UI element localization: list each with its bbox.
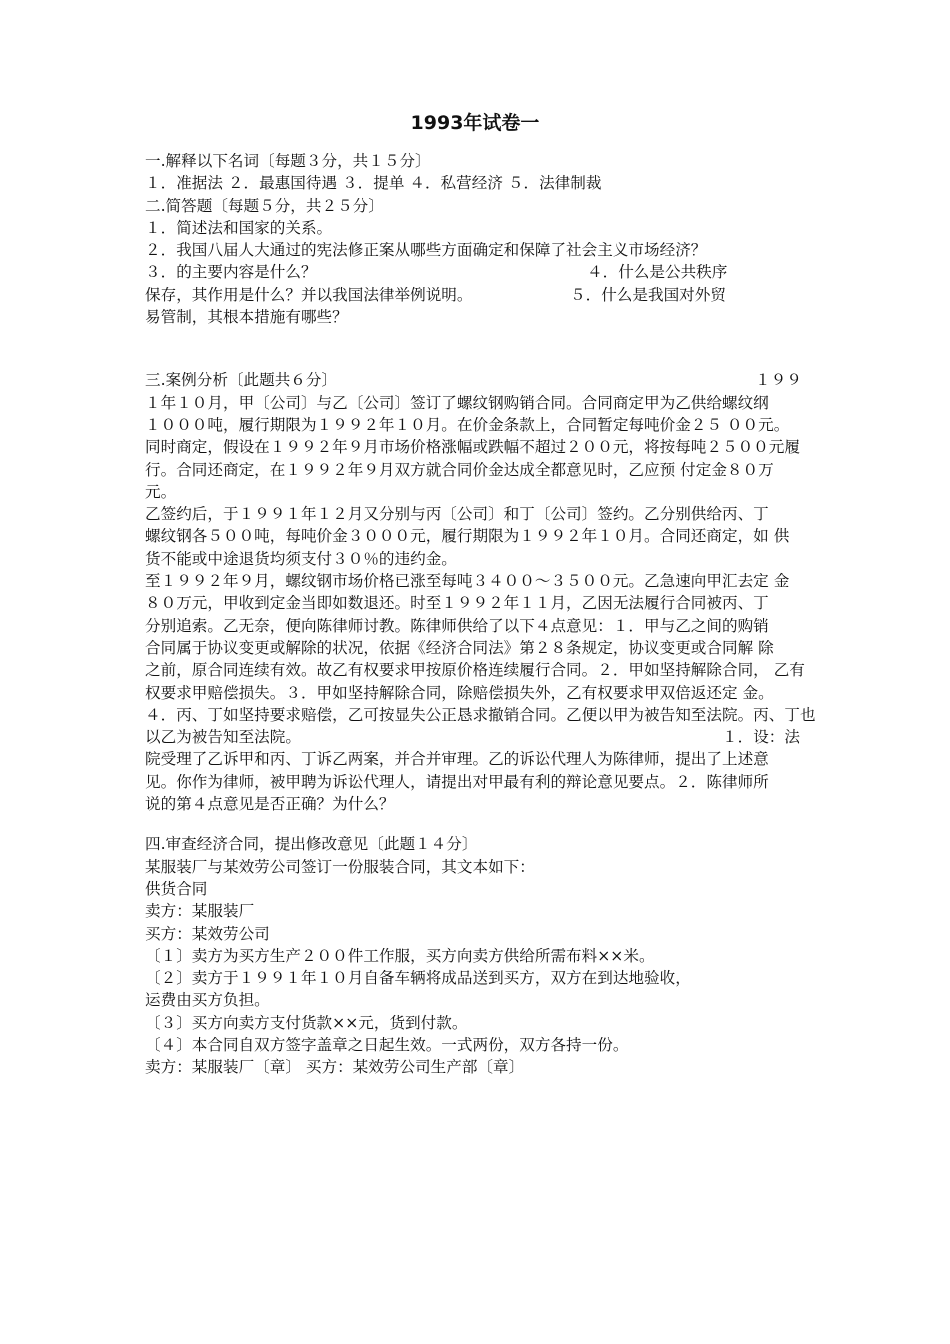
text-line-left: 权要求甲赔偿损失。３．甲如坚持解除合同，除赔偿损失外，乙有权要求甲双倍返还定 金。 xyxy=(145,683,774,702)
text-line-left: 〔４〕本合同自双方签字盖章之日起生效。一式两份，双方各持一份。 xyxy=(145,1035,629,1054)
text-line xyxy=(145,414,817,436)
text-line-left: 以乙为被告知至法院。 xyxy=(145,728,301,747)
text-line-left: 供货合同 xyxy=(145,879,208,898)
document-body xyxy=(145,150,817,1079)
text-line xyxy=(145,481,817,503)
text-line xyxy=(145,615,817,637)
text-line xyxy=(145,525,817,547)
text-line xyxy=(145,704,817,726)
text-line-left: ３．的主要内容是什么？ xyxy=(145,263,317,282)
text-line xyxy=(145,793,817,815)
spacer xyxy=(145,815,817,833)
text-line xyxy=(145,878,817,900)
text-line xyxy=(145,726,817,748)
text-line-left: 元。 xyxy=(145,482,177,501)
text-line xyxy=(145,150,817,172)
text-line xyxy=(145,967,817,989)
text-line-left: 保存，其作用是什么？并以我国法律举例说明。 xyxy=(145,285,473,304)
text-line xyxy=(145,239,817,261)
text-line-left: １年１０月，甲〔公司〕与乙〔公司〕签订了螺纹钢购销合同。合同商定甲为乙供给螺纹纲 xyxy=(145,393,769,412)
text-line-left: 某服装厂与某效劳公司签订一份服装合同，其文本如下： xyxy=(145,857,535,876)
text-line-left: 院受理了乙诉甲和丙、丁诉乙两案，并合并审理。乙的诉讼代理人为陈律师，提出了上述意 xyxy=(145,750,769,769)
text-line-left: 卖方：某服装厂〔章〕 买方：某效劳公司生产部〔章〕 xyxy=(145,1058,525,1077)
text-line xyxy=(145,856,817,878)
text-line xyxy=(145,771,817,793)
text-line-left: 三.案例分析〔此题共６分〕 xyxy=(145,371,338,390)
text-line xyxy=(145,306,817,328)
section-1 xyxy=(145,150,817,328)
section-3 xyxy=(145,833,817,1078)
text-line xyxy=(145,459,817,481)
text-line-left: 货不能或中途退货均须支付３０％的违约金。 xyxy=(145,549,457,568)
text-line-left: 分别追索。乙无奈，便向陈律师讨教。陈律师供给了以下４点意见：１．甲与乙之间的购销 xyxy=(145,616,769,635)
text-line xyxy=(145,436,817,458)
text-line xyxy=(145,284,817,306)
text-line-left: 之前，原合同连续有效。故乙有权要求甲按原价格连续履行合同。２．甲如坚持解除合同， 乙有 xyxy=(145,661,805,680)
text-line-right: １９９ xyxy=(755,371,802,390)
text-line-right: １．设：法 xyxy=(722,728,800,747)
text-line xyxy=(145,392,817,414)
section-2 xyxy=(145,369,817,815)
text-line xyxy=(145,548,817,570)
text-line-left: 四.审查经济合同，提出修改意见〔此题１４分〕 xyxy=(145,835,478,854)
text-line-left: 卖方：某服装厂 xyxy=(145,902,255,921)
text-line-left: 二.简答题〔每题５分，共２５分〕 xyxy=(145,196,384,215)
text-line-left: 合同属于协议变更或解除的状况，依据《经济合同法》第２８条规定，协议变更或合同解 除 xyxy=(145,638,774,657)
text-line-left: 见。你作为律师，被甲聘为诉讼代理人，请提出对甲最有利的辩论意见要点。２．陈律师所 xyxy=(145,772,769,791)
text-line-left: 螺纹钢各５００吨，每吨价金３０００元，履行期限为１９９２年１０月。合同还商定，如 供 xyxy=(145,527,790,546)
text-line xyxy=(145,217,817,239)
text-line xyxy=(145,172,817,194)
text-line xyxy=(145,1012,817,1034)
text-line-left: １０００吨，履行期限为１９９２年１０月。在价金条款上，合同暂定每吨价金２５ ００元。 xyxy=(145,415,790,434)
text-line xyxy=(145,503,817,525)
text-line xyxy=(145,261,817,283)
text-line-left: 行。合同还商定，在１９９２年９月双方就合同价金达成全都意见时，乙应预 付定金８０万 xyxy=(145,460,774,479)
text-line-left: 一.解释以下名词〔每题３分，共１５分〕 xyxy=(145,152,431,170)
text-line xyxy=(145,659,817,681)
text-line-left: 易管制，其根本措施有哪些？ xyxy=(145,308,348,327)
text-line-left: １．准据法 ２．最惠国待遇 ３．提单 ４．私营经济 ５．法律制裁 xyxy=(145,174,602,193)
document-title: 1993年试卷一 xyxy=(410,112,540,134)
text-line-left: ２．我国八届人大通过的宪法修正案从哪些方面确定和保障了社会主义市场经济？ xyxy=(145,241,707,260)
text-line xyxy=(145,989,817,1011)
text-line-left: １．简述法和国家的关系。 xyxy=(145,218,333,237)
text-line xyxy=(145,369,817,391)
text-line-left: 说的第４点意见是否正确？为什么？ xyxy=(145,795,395,814)
text-line-left: 〔３〕买方向卖方支付货款××元，货到付款。 xyxy=(145,1013,468,1032)
text-line-left: 〔２〕卖方于１９９１年１０月自备车辆将成品送到买方，双方在到达地验收， xyxy=(145,969,691,988)
text-line xyxy=(145,1056,817,1078)
text-line xyxy=(145,900,817,922)
text-line-left: ４．丙、丁如坚持要求赔偿，乙可按显失公正恳求撤销合同。乙便以甲为被告知至法院。丙、丁也 xyxy=(145,705,816,724)
text-line-left: ８０万元，甲收到定金当即如数退还。时至１９９２年１１月，乙因无法履行合同被丙、丁 xyxy=(145,594,769,613)
spacer xyxy=(145,328,817,369)
text-line xyxy=(145,592,817,614)
text-line xyxy=(145,682,817,704)
text-line xyxy=(145,1034,817,1056)
text-line-left: 买方：某效劳公司 xyxy=(145,924,270,943)
text-line-left: 运费由买方负担。 xyxy=(145,991,270,1010)
text-line xyxy=(145,833,817,855)
text-line-left: 至１９９２年９月，螺纹钢市场价格已涨至每吨３４００～３５００元。乙急速向甲汇去定 金 xyxy=(145,572,790,591)
text-line-left: 同时商定，假设在１９９２年９月市场价格涨幅或跌幅不超过２００元，将按每吨２５００元履 xyxy=(145,438,800,457)
text-line xyxy=(145,570,817,592)
text-line xyxy=(145,945,817,967)
text-line-left: 乙签约后，于１９９１年１２月又分别与丙〔公司〕和丁〔公司〕签约。乙分别供给丙、丁 xyxy=(145,505,769,524)
text-line xyxy=(145,748,817,770)
text-line xyxy=(145,637,817,659)
text-line xyxy=(145,923,817,945)
text-line-right: ５．什么是我国对外贸 xyxy=(570,285,726,304)
text-line-left: 〔１〕卖方为买方生产２００件工作服，买方向卖方供给所需布料××米。 xyxy=(145,946,655,965)
text-line-right: ４．什么是公共秩序 xyxy=(587,263,728,282)
text-line xyxy=(145,195,817,217)
